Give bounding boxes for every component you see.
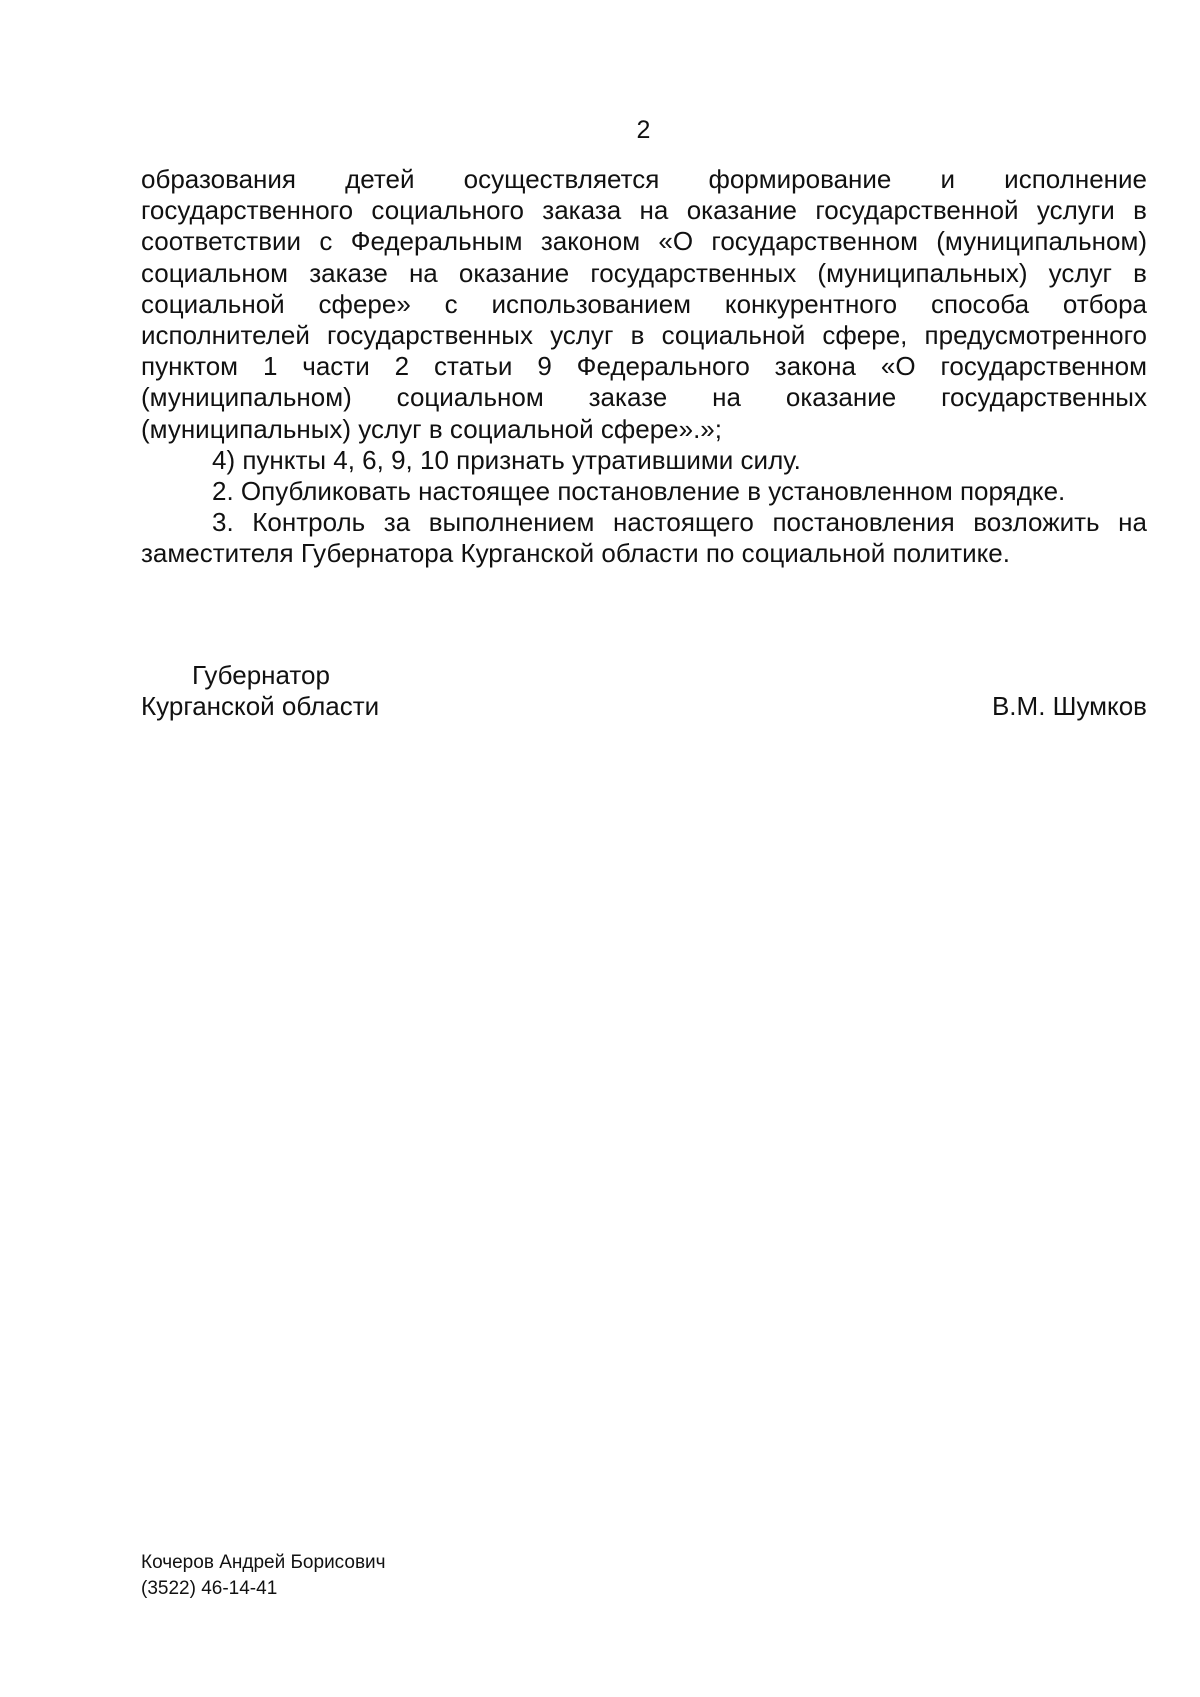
document-body (141, 164, 1147, 570)
paragraph-control: 3. Контроль за выполнением настоящего постановления возложить на заместителя Губернатора Курганской области по социальной политике. (141, 507, 1147, 569)
signature-title (141, 660, 379, 722)
contact-person: Кочеров Андрей Борисович (141, 1552, 386, 1573)
contact-phone: (3522) 46-14-41 (141, 1578, 278, 1599)
paragraph-continuation: образования детей осуществляется формирование и исполнение государственного социального заказа на оказание государственной услуги в соответствии с Федеральным законом «О государственном (муниципальном) социальном заказе на оказание государственных (муниципальных) услуг в социальной сфере» с использованием конкурентного способа отбора исполнителей государственных услуг в социальной сфере, предусмотренного пунктом 1 части 2 статьи 9 Федерального закона «О государственном (муниципальном) социальном заказе на оказание государственных (муниципальных) услуг в социальной сфере».»; (141, 164, 1147, 444)
signature-title-line1: Губернатор (192, 660, 330, 690)
paragraph-item-4: 4) пункты 4, 6, 9, 10 признать утратившими силу. (212, 444, 801, 475)
contact-block (141, 1550, 386, 1602)
paragraph-publish: 2. Опубликовать настоящее постановление в установленном порядке. (212, 476, 1066, 507)
page-number: 2 (636, 116, 651, 144)
signature-title-line2: Курганской области (141, 691, 380, 721)
signature-name: В.М. Шумков (991, 691, 1147, 721)
